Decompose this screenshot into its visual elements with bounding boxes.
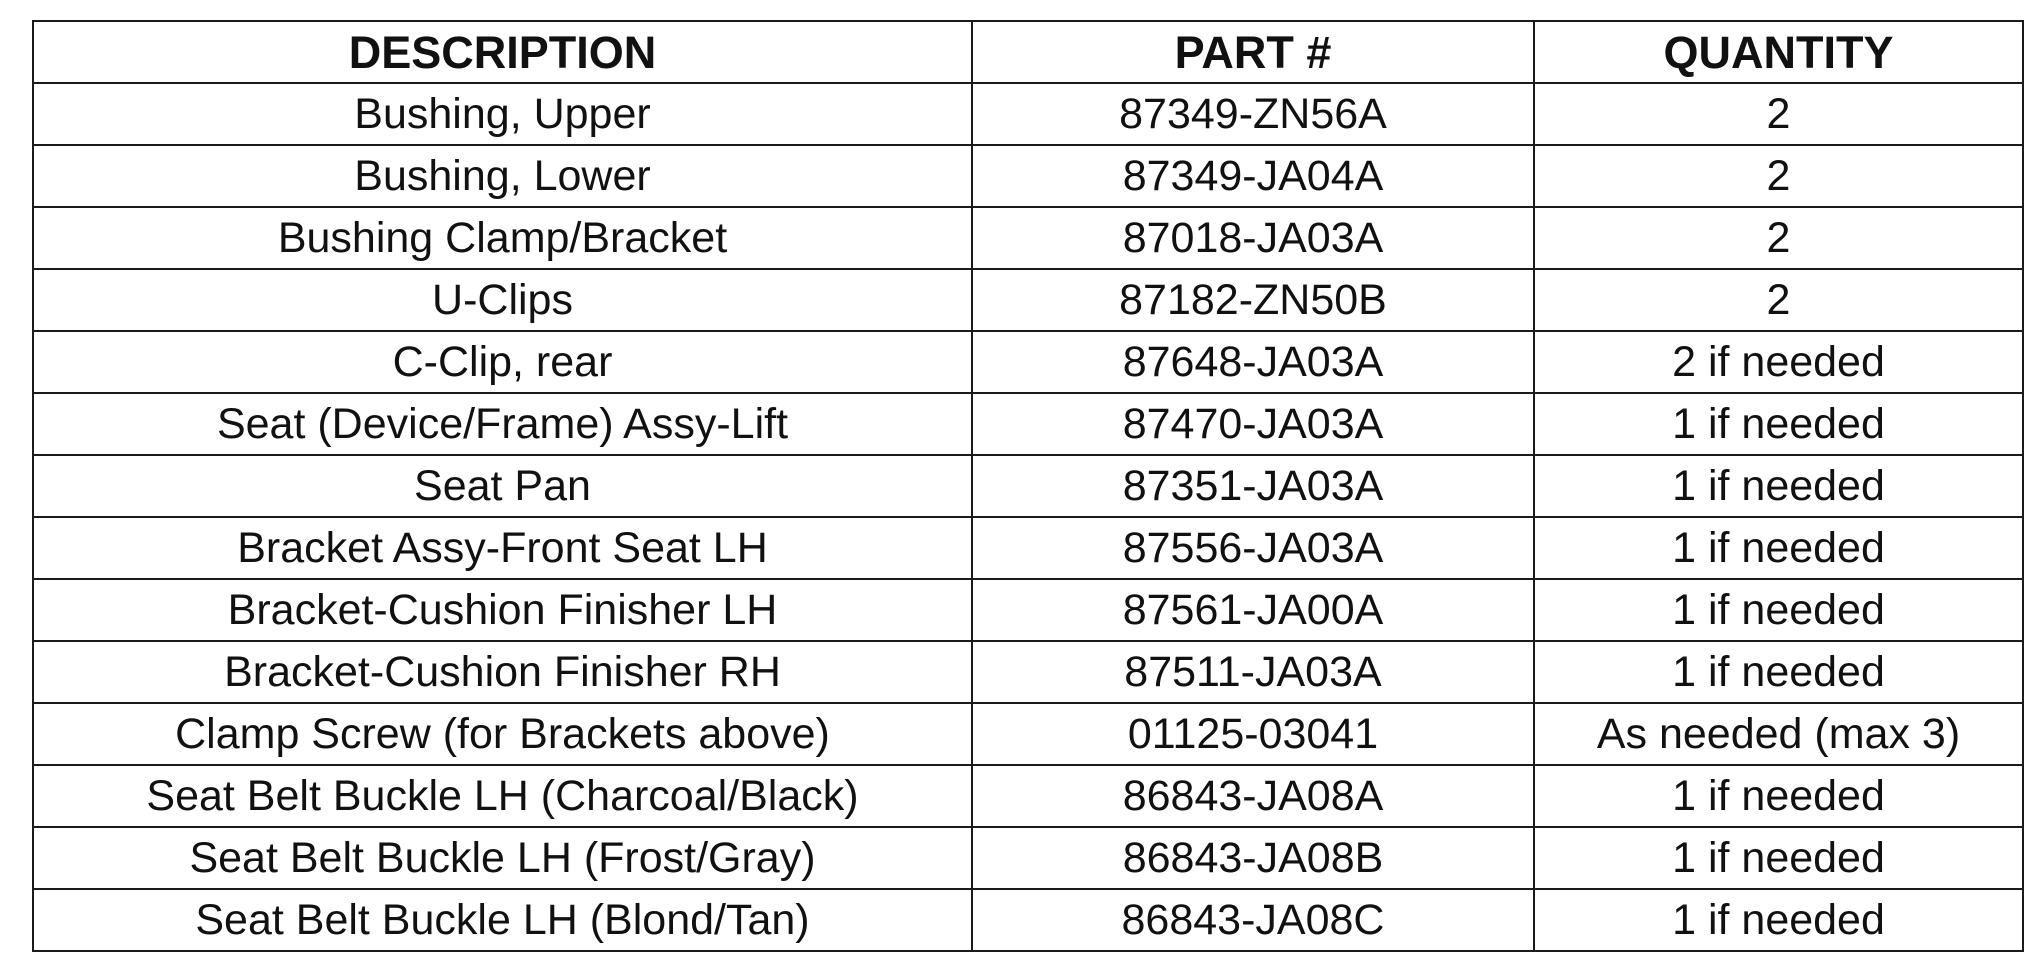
part-number-cell: 87182-ZN50B xyxy=(972,269,1534,331)
description-cell: Bushing Clamp/Bracket xyxy=(33,207,972,269)
description-cell: Bushing, Upper xyxy=(33,83,972,145)
table-row xyxy=(33,579,2023,641)
table-row xyxy=(33,331,2023,393)
part-number-cell: 87349-JA04A xyxy=(972,145,1534,207)
description-cell: Bracket-Cushion Finisher LH xyxy=(33,579,972,641)
column-header-quantity: QUANTITY xyxy=(1534,21,2023,83)
description-cell: Bracket Assy-Front Seat LH xyxy=(33,517,972,579)
table-row xyxy=(33,393,2023,455)
part-number-cell: 01125-03041 xyxy=(972,703,1534,765)
description-cell: Seat Belt Buckle LH (Blond/Tan) xyxy=(33,889,972,951)
description-cell: C-Clip, rear xyxy=(33,331,972,393)
column-header-part-number: PART # xyxy=(972,21,1534,83)
quantity-cell: As needed (max 3) xyxy=(1534,703,2023,765)
quantity-cell: 2 xyxy=(1534,83,2023,145)
quantity-cell: 1 if needed xyxy=(1534,889,2023,951)
quantity-cell: 1 if needed xyxy=(1534,517,2023,579)
part-number-cell: 87556-JA03A xyxy=(972,517,1534,579)
description-cell: Bushing, Lower xyxy=(33,145,972,207)
quantity-cell: 2 xyxy=(1534,269,2023,331)
table-row xyxy=(33,703,2023,765)
quantity-cell: 1 if needed xyxy=(1534,393,2023,455)
part-number-cell: 87351-JA03A xyxy=(972,455,1534,517)
table-row xyxy=(33,827,2023,889)
table-row xyxy=(33,269,2023,331)
description-cell: Seat Pan xyxy=(33,455,972,517)
table-row xyxy=(33,207,2023,269)
table-row xyxy=(33,145,2023,207)
table-row xyxy=(33,455,2023,517)
quantity-cell: 1 if needed xyxy=(1534,455,2023,517)
quantity-cell: 2 xyxy=(1534,207,2023,269)
quantity-cell: 2 xyxy=(1534,145,2023,207)
table-row xyxy=(33,889,2023,951)
part-number-cell: 87511-JA03A xyxy=(972,641,1534,703)
part-number-cell: 87648-JA03A xyxy=(972,331,1534,393)
description-cell: Seat Belt Buckle LH (Frost/Gray) xyxy=(33,827,972,889)
quantity-cell: 2 if needed xyxy=(1534,331,2023,393)
part-number-cell: 87018-JA03A xyxy=(972,207,1534,269)
column-header-description: DESCRIPTION xyxy=(33,21,972,83)
description-cell: Clamp Screw (for Brackets above) xyxy=(33,703,972,765)
header-row xyxy=(33,21,2023,83)
part-number-cell: 87470-JA03A xyxy=(972,393,1534,455)
description-cell: Seat (Device/Frame) Assy-Lift xyxy=(33,393,972,455)
quantity-cell: 1 if needed xyxy=(1534,827,2023,889)
description-cell: Seat Belt Buckle LH (Charcoal/Black) xyxy=(33,765,972,827)
part-number-cell: 87349-ZN56A xyxy=(972,83,1534,145)
parts-table xyxy=(32,20,2024,952)
part-number-cell: 86843-JA08C xyxy=(972,889,1534,951)
part-number-cell: 86843-JA08A xyxy=(972,765,1534,827)
description-cell: U-Clips xyxy=(33,269,972,331)
table-row xyxy=(33,83,2023,145)
table-row xyxy=(33,765,2023,827)
table-row xyxy=(33,517,2023,579)
part-number-cell: 87561-JA00A xyxy=(972,579,1534,641)
quantity-cell: 1 if needed xyxy=(1534,641,2023,703)
part-number-cell: 86843-JA08B xyxy=(972,827,1534,889)
table-body xyxy=(33,83,2023,951)
quantity-cell: 1 if needed xyxy=(1534,579,2023,641)
table-row xyxy=(33,641,2023,703)
description-cell: Bracket-Cushion Finisher RH xyxy=(33,641,972,703)
quantity-cell: 1 if needed xyxy=(1534,765,2023,827)
